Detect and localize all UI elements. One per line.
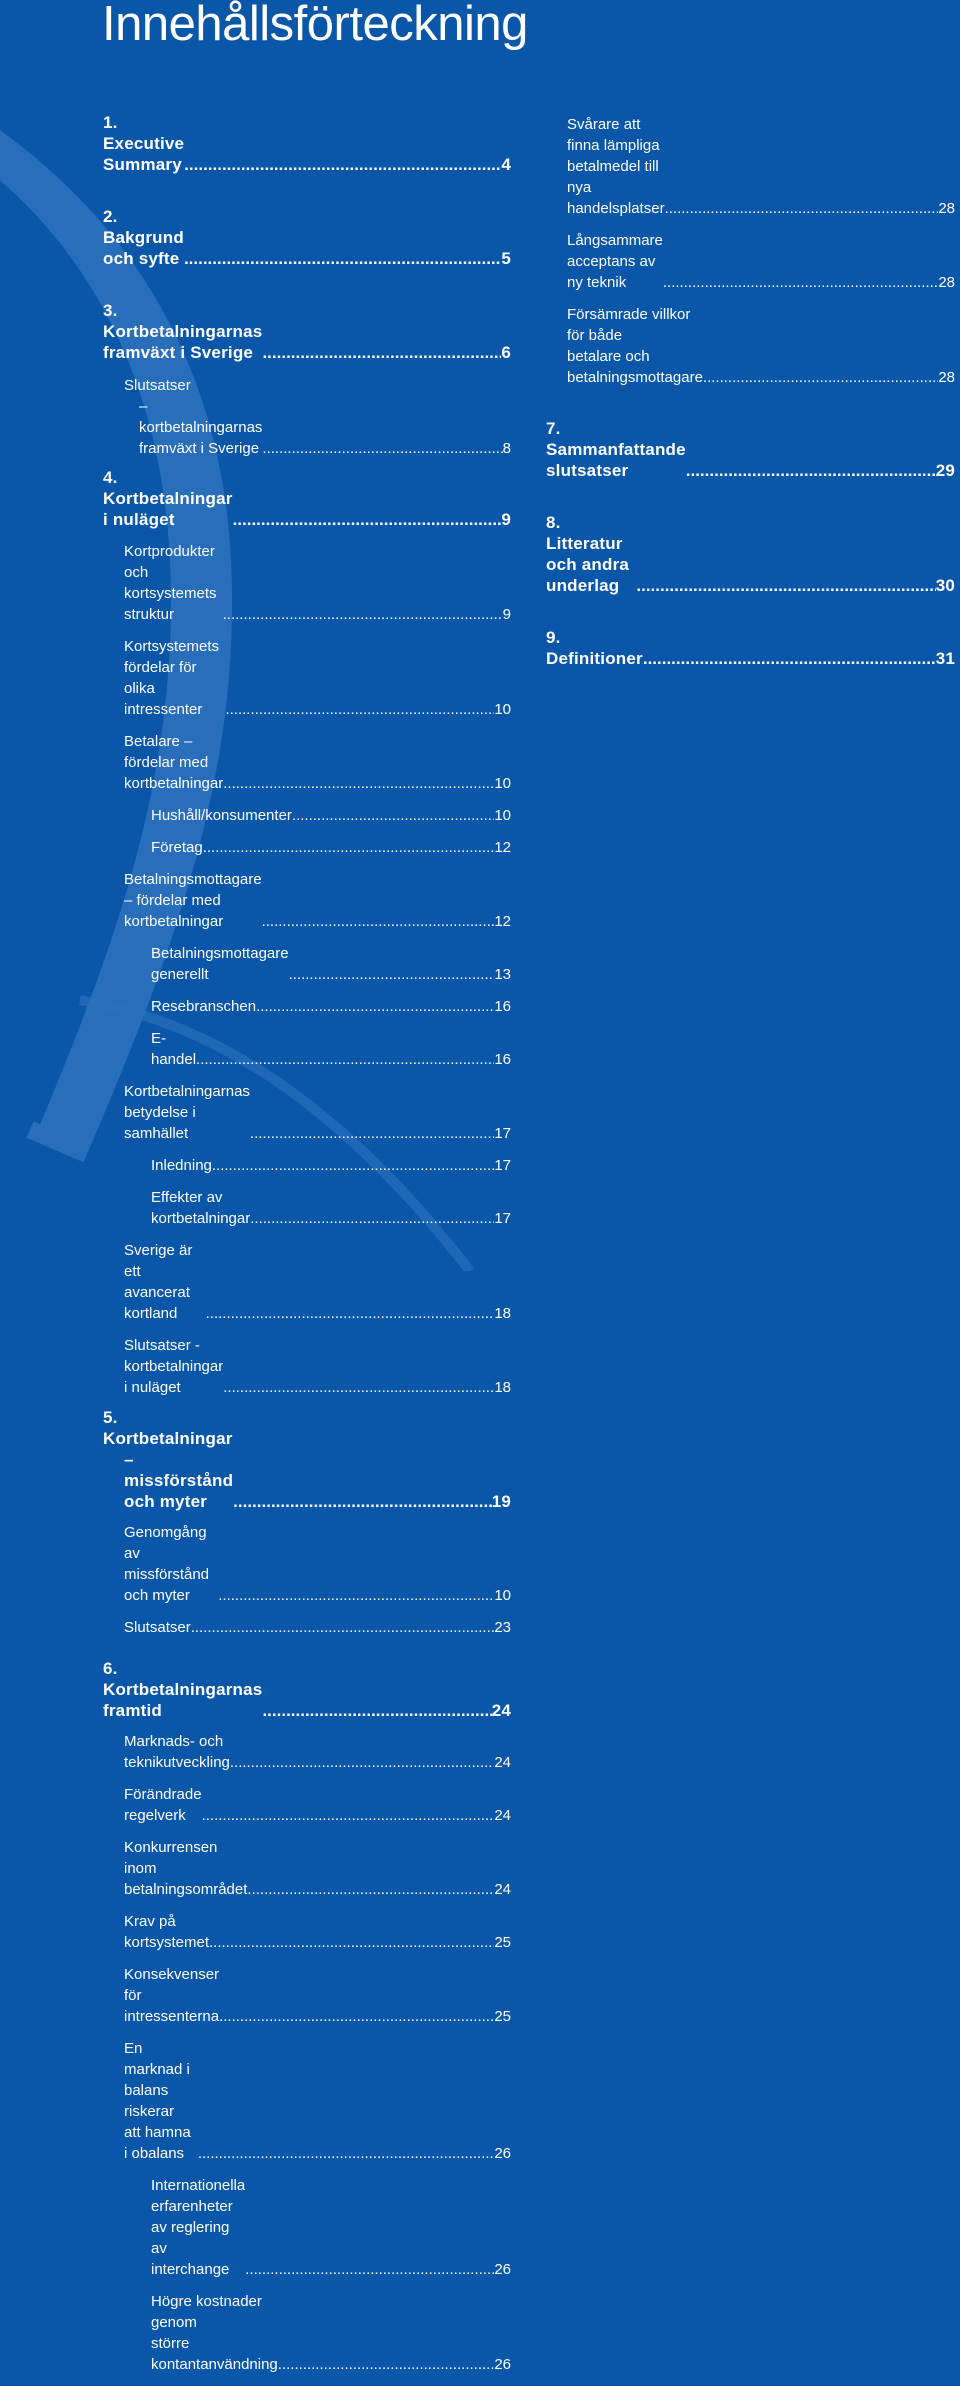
toc-entry[interactable]	[103, 1028, 511, 1070]
toc-entry-label: 8. Litteratur och andra underlag	[546, 513, 630, 595]
toc-entry-label: Långsammare acceptans av ny teknik	[567, 232, 663, 291]
toc-entry-page: 17	[494, 1210, 511, 1227]
toc-entry-page: 4	[501, 155, 511, 174]
toc-entry-label: Försämrade villkor för både betalare och betalningsmottagare	[567, 306, 703, 386]
toc-leader-dots	[643, 648, 936, 669]
toc-entry-page: 9	[502, 606, 511, 623]
toc-entry[interactable]	[103, 636, 511, 720]
toc-entry-label: Resebranschen	[151, 998, 257, 1015]
page-title: Innehållsförteckning	[102, 0, 528, 51]
toc-entry-page: 25	[494, 2008, 511, 2025]
toc-entry-page: 18	[494, 1379, 511, 1396]
toc-entry-page: 6	[501, 343, 511, 362]
toc-entry-page: 29	[935, 461, 955, 480]
toc-leader-dots	[196, 1049, 494, 1070]
toc-entry-label: Betalare – fördelar med kortbetalningar	[124, 733, 224, 792]
toc-leader-dots	[230, 1752, 494, 1773]
toc-entry-page: 28	[938, 274, 955, 291]
toc-entry[interactable]	[103, 1081, 511, 1144]
toc-right-column	[546, 114, 955, 700]
toc-entry-label: Företag	[151, 839, 203, 856]
toc-entry[interactable]	[103, 1240, 511, 1324]
toc-entry[interactable]	[103, 1155, 511, 1176]
toc-leader-dots	[256, 996, 494, 1017]
toc-leader-dots	[212, 1155, 494, 1176]
toc-entry[interactable]	[103, 1837, 511, 1900]
toc-entry-page: 28	[938, 369, 955, 386]
toc-entry-page: 23	[494, 1619, 511, 1636]
toc-leader-dots	[289, 964, 495, 985]
toc-entry-page: 10	[494, 807, 511, 824]
toc-leader-dots	[219, 2006, 494, 2027]
toc-entry-page: 24	[491, 1701, 511, 1720]
toc-leader-dots	[198, 2143, 495, 2164]
toc-entry-page: 9	[501, 510, 511, 529]
toc-entry-label: Slutsatser - kortbetalningar i nuläget	[124, 1337, 224, 1396]
toc-entry-page: 24	[494, 1881, 511, 1898]
toc-entry[interactable]	[103, 1335, 511, 1398]
toc-entry-label: Kortbetalningarnas betydelse i samhället	[124, 1083, 250, 1142]
toc-entry-page: 30	[935, 576, 955, 595]
toc-entry-page: 28	[938, 200, 955, 217]
toc-entry-page: 26	[494, 2261, 511, 2278]
toc-entry-page: 13	[494, 966, 511, 983]
toc-leader-dots	[292, 805, 494, 826]
toc-entry-label: 2. Bakgrund och syfte	[103, 207, 184, 268]
toc-entry[interactable]	[103, 1964, 511, 2027]
toc-entry-label: Kortsystemets fördelar för olika intressenter	[124, 638, 220, 718]
toc-entry[interactable]	[103, 467, 511, 530]
toc-entry-page: 18	[494, 1305, 511, 1322]
toc-leader-dots	[262, 911, 495, 932]
toc-entry[interactable]	[103, 1522, 511, 1606]
toc-entry[interactable]	[103, 996, 511, 1017]
toc-entry[interactable]	[103, 375, 511, 459]
toc-entry-page: 12	[494, 913, 511, 930]
toc-entry[interactable]	[103, 869, 511, 932]
toc-entry[interactable]	[103, 1784, 511, 1826]
toc-entry[interactable]	[103, 2175, 511, 2280]
toc-entry-label: 5. Kortbetalningar – missförstånd och myter	[103, 1408, 234, 1511]
toc-leader-dots	[245, 2259, 494, 2280]
toc-leader-dots	[278, 2354, 495, 2375]
toc-leader-dots	[191, 1617, 495, 1638]
toc-leader-dots	[184, 248, 501, 269]
toc-leader-dots	[223, 1377, 494, 1398]
toc-entry-label: 1. Executive Summary	[103, 113, 185, 174]
toc-entry[interactable]	[103, 1658, 511, 1721]
toc-entry[interactable]	[103, 943, 511, 985]
toc-entry[interactable]	[103, 2038, 511, 2164]
toc-leader-dots	[250, 1123, 494, 1144]
toc-entry-label: Slutsatser – kortbetalningarnas framväxt i Sverige	[124, 377, 263, 457]
toc-entry-page: 8	[502, 440, 511, 457]
toc-leader-dots	[686, 460, 936, 481]
toc-entry-page: 17	[494, 1125, 511, 1142]
toc-leader-dots	[636, 575, 935, 596]
toc-entry-label: Hushåll/konsumenter	[151, 807, 292, 824]
toc-entry-page: 16	[494, 998, 511, 1015]
toc-leader-dots	[262, 438, 502, 459]
toc-entry[interactable]	[103, 112, 511, 175]
toc-entry-page: 10	[494, 1587, 511, 1604]
toc-entry[interactable]	[103, 1911, 511, 1953]
toc-entry-label: Slutsatser	[124, 1619, 191, 1636]
toc-entry[interactable]	[103, 837, 511, 858]
toc-leader-dots	[202, 1805, 495, 1826]
toc-entry[interactable]	[546, 627, 955, 669]
toc-entry[interactable]	[103, 731, 511, 794]
toc-entry[interactable]	[546, 512, 955, 596]
toc-entry[interactable]	[103, 2291, 511, 2375]
toc-entry[interactable]	[546, 418, 955, 481]
toc-entry-label: Betalningsmottagare – fördelar med kortbetalningar	[124, 871, 262, 930]
toc-entry-label: Kortprodukter och kortsystemets struktur	[124, 543, 217, 623]
toc-leader-dots	[225, 699, 494, 720]
toc-entry-label: Sverige är ett avancerat kortland	[124, 1242, 193, 1322]
toc-entry[interactable]	[546, 230, 955, 293]
toc-leader-dots	[665, 198, 939, 219]
toc-entry-label: Högre kostnader genom större kontantanvändning	[151, 2293, 278, 2373]
toc-entry-page: 10	[494, 775, 511, 792]
toc-entry-label: Svårare att finna lämpliga betalmedel till nya handelsplatser	[567, 116, 665, 217]
toc-leader-dots	[184, 154, 501, 175]
toc-entry[interactable]	[103, 541, 511, 625]
toc-entry[interactable]	[103, 1407, 511, 1512]
toc-entry[interactable]	[103, 1617, 511, 1638]
toc-entry[interactable]	[546, 114, 955, 219]
toc-entry-label: Genomgång av missförstånd och myter	[124, 1524, 210, 1604]
toc-entry-page: 17	[494, 1157, 511, 1174]
toc-leader-dots	[247, 1879, 494, 1900]
toc-entry[interactable]	[103, 1731, 511, 1773]
toc-leader-dots	[203, 837, 495, 858]
toc-entry-label: Konkurrensen inom betalningsområdet	[124, 1839, 248, 1898]
toc-entry-label: Internationella erfarenheter av reglering av interchange	[151, 2177, 246, 2278]
toc-entry-label: Marknads- och teknikutveckling	[124, 1733, 230, 1771]
toc-entry-page: 31	[935, 649, 955, 668]
toc-leader-dots	[262, 342, 501, 363]
toc-entry-page: 24	[494, 1754, 511, 1771]
toc-entry[interactable]	[103, 206, 511, 269]
toc-entry-label: Förändrade regelverk	[124, 1786, 202, 1824]
toc-entry-page: 24	[494, 1807, 511, 1824]
toc-left-column	[103, 112, 511, 2386]
toc-entry-page: 10	[494, 701, 511, 718]
toc-entry-page: 5	[501, 249, 511, 268]
toc-entry-label: 4. Kortbetalningar i nuläget	[103, 468, 233, 529]
toc-leader-dots	[223, 604, 503, 625]
toc-entry-label: Betalningsmottagare generellt	[151, 945, 289, 983]
toc-leader-dots	[223, 773, 494, 794]
toc-leader-dots	[233, 509, 502, 530]
toc-entry[interactable]	[103, 805, 511, 826]
toc-entry-label: En marknad i balans riskerar att hamna i obalans	[124, 2040, 191, 2162]
toc-entry-label: E-handel	[151, 1030, 197, 1068]
toc-entry-label: Inledning	[151, 1157, 212, 1174]
toc-entry-page: 19	[491, 1492, 511, 1511]
toc-entry-label: 9. Definitioner	[546, 628, 643, 668]
toc-leader-dots	[233, 1491, 492, 1512]
toc-entry-page: 12	[494, 839, 511, 856]
toc-entry-label: 7. Sammanfattande slutsatser	[546, 419, 686, 480]
toc-entry-label: Effekter av kortbetalningar	[151, 1189, 251, 1227]
toc-entry-label: 3. Kortbetalningarnas framväxt i Sverige	[103, 301, 263, 362]
toc-leader-dots	[209, 1932, 494, 1953]
toc-entry-label: Krav på kortsystemet	[124, 1913, 210, 1951]
toc-entry-label: Konsekvenser för intressenterna	[124, 1966, 220, 2025]
toc-entry-label: 6. Kortbetalningarnas framtid	[103, 1659, 263, 1720]
toc-entry[interactable]	[103, 1187, 511, 1229]
toc-entry-page: 25	[494, 1934, 511, 1951]
toc-leader-dots	[218, 1585, 494, 1606]
toc-entry[interactable]	[103, 300, 511, 363]
toc-entry-page: 16	[494, 1051, 511, 1068]
toc-entry-page: 26	[494, 2145, 511, 2162]
toc-leader-dots	[262, 1700, 491, 1721]
toc-entry-page: 26	[494, 2356, 511, 2373]
toc-leader-dots	[663, 272, 938, 293]
toc-entry[interactable]	[546, 304, 955, 388]
toc-leader-dots	[206, 1303, 495, 1324]
toc-leader-dots	[250, 1208, 494, 1229]
toc-leader-dots	[703, 367, 938, 388]
